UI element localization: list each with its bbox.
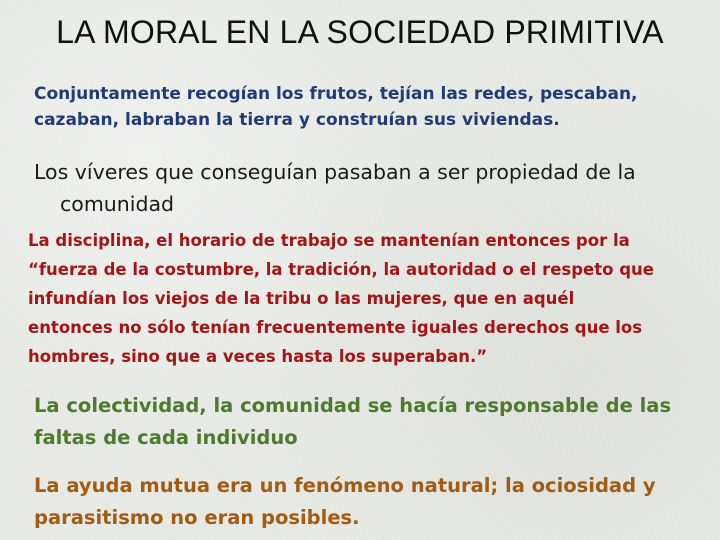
paragraph-line: entonces no sólo tenían frecuentemente iguales derechos que los	[28, 318, 643, 337]
paragraph-line: “fuerza de la costumbre, la tradición, la autoridad o el respeto que	[28, 260, 654, 279]
paragraph-line: hombres, sino que a veces hasta los superaban.”	[28, 347, 488, 366]
paragraph-collective-responsibility	[34, 390, 710, 454]
paragraph-line: La ayuda mutua era un fenómeno natural; la ociosidad y	[34, 474, 656, 497]
slide-title: LA MORAL EN LA SOCIEDAD PRIMITIVA	[56, 14, 664, 50]
paragraph-line: Conjuntamente recogían los frutos, tejían las redes, pescaban,	[34, 84, 638, 104]
paragraph-collective-work	[34, 81, 704, 133]
paragraph-line: infundían los viejos de la tribu o las mujeres, que en aquél	[28, 289, 575, 308]
paragraph-line: La disciplina, el horario de trabajo se mantenían entonces por la	[28, 231, 630, 250]
paragraph-line: La colectividad, la comunidad se hacía responsable de las	[34, 394, 672, 417]
paragraph-line: comunidad	[60, 192, 175, 216]
paragraph-community-property	[34, 156, 710, 220]
paragraph-line: faltas de cada individuo	[34, 426, 298, 449]
paragraph-line: parasitismo no eran posibles.	[34, 506, 360, 529]
paragraph-line: Los víveres que conseguían pasaban a ser propiedad de la	[34, 160, 636, 184]
paragraph-discipline-quote	[28, 226, 712, 371]
paragraph-line: cazaban, labraban la tierra y construían sus viviendas.	[34, 110, 560, 130]
paragraph-mutual-aid	[34, 470, 710, 534]
